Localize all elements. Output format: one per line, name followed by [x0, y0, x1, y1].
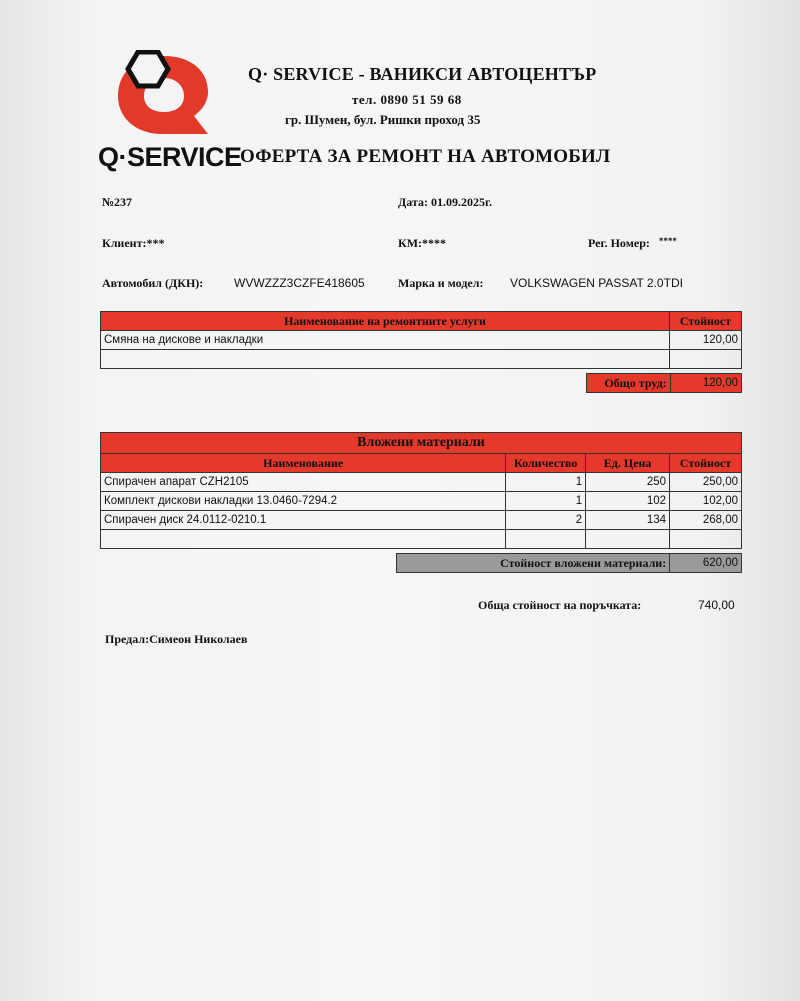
material-total: 250,00	[670, 473, 742, 492]
material-qty: 1	[506, 492, 586, 511]
labor-total-label: Общо труд:	[587, 374, 671, 393]
company-name: Q· SERVICE - ВАНИКСИ АВТОЦЕНТЪР	[248, 64, 597, 84]
materials-col-name: Наименование	[101, 454, 506, 473]
material-total: 102,00	[670, 492, 742, 511]
client-field	[102, 236, 164, 251]
material-name	[101, 530, 506, 549]
services-header-name: Наименование на ремонтните услуги	[101, 312, 670, 331]
material-total: 268,00	[670, 511, 742, 530]
service-price	[670, 350, 742, 369]
date-value: 01.09.2025г.	[430, 195, 493, 209]
materials-table	[100, 432, 742, 549]
material-unit: 250	[586, 473, 670, 492]
vin-value: WVWZZZ3CZFE418605	[234, 276, 365, 290]
materials-col-unit: Ед. Цена	[586, 454, 670, 473]
material-unit	[586, 530, 670, 549]
material-total	[670, 530, 742, 549]
table-row	[101, 350, 742, 369]
service-name: Смяна на дискове и накладки	[101, 331, 670, 350]
grand-total-label: Обща стойност на поръчката:	[478, 598, 642, 612]
services-total	[586, 373, 742, 393]
offer-number: №237	[102, 195, 133, 209]
services-table	[100, 311, 742, 369]
model-label: Марка и модел:	[398, 276, 484, 290]
model-value: VOLKSWAGEN PASSAT 2.0TDI	[510, 276, 683, 290]
material-qty	[506, 530, 586, 549]
reg-label: Рег. Номер:	[588, 236, 650, 250]
document-title: ОФЕРТА ЗА РЕМОНТ НА АВТОМОБИЛ	[240, 146, 611, 167]
labor-total-value: 120,00	[670, 374, 741, 393]
table-row	[101, 530, 742, 549]
service-price: 120,00	[670, 331, 742, 350]
material-name: Комплект дискови накладки 13.0460-7294.2	[101, 492, 506, 511]
date-field	[398, 195, 492, 210]
brand-wordmark: Q·SERVICE	[98, 142, 242, 172]
material-unit: 102	[586, 492, 670, 511]
materials-total-label: Стойност вложени материали:	[397, 554, 670, 573]
company-address: гр. Шумен, бул. Ришки проход 35	[285, 112, 481, 127]
material-unit: 134	[586, 511, 670, 530]
service-name	[101, 350, 670, 369]
grand-total-value: 740,00	[698, 598, 735, 612]
materials-title: Вложени материали	[101, 433, 742, 454]
handed-by: Предал:Симеон Николаев	[105, 632, 248, 646]
material-name: Спирачен апарат CZH2105	[101, 473, 506, 492]
company-phone: тел. 0890 51 59 68	[352, 92, 462, 107]
material-qty: 2	[506, 511, 586, 530]
vin-label: Автомобил (ДКН):	[102, 276, 204, 290]
materials-total	[396, 553, 742, 573]
table-row	[101, 511, 742, 530]
services-header-row	[101, 312, 742, 331]
km-field	[398, 236, 446, 251]
materials-col-qty: Количество	[506, 454, 586, 473]
km-label: КМ:	[398, 236, 423, 250]
reg-field	[588, 236, 677, 251]
material-name: Спирачен диск 24.0112-0210.1	[101, 511, 506, 530]
table-row	[101, 473, 742, 492]
material-qty: 1	[506, 473, 586, 492]
materials-col-total: Стойност	[670, 454, 742, 473]
materials-header-row	[101, 454, 742, 473]
client-label: Клиент:	[102, 236, 147, 250]
q-service-logo-icon	[112, 50, 216, 138]
materials-title-row	[101, 433, 742, 454]
reg-value: ****	[658, 236, 677, 246]
date-label: Дата:	[398, 195, 428, 209]
table-row	[101, 492, 742, 511]
km-value: ****	[422, 236, 447, 250]
services-header-price: Стойност	[670, 312, 742, 331]
client-value: ***	[146, 236, 165, 250]
table-row	[101, 331, 742, 350]
materials-total-value: 620,00	[670, 554, 742, 573]
